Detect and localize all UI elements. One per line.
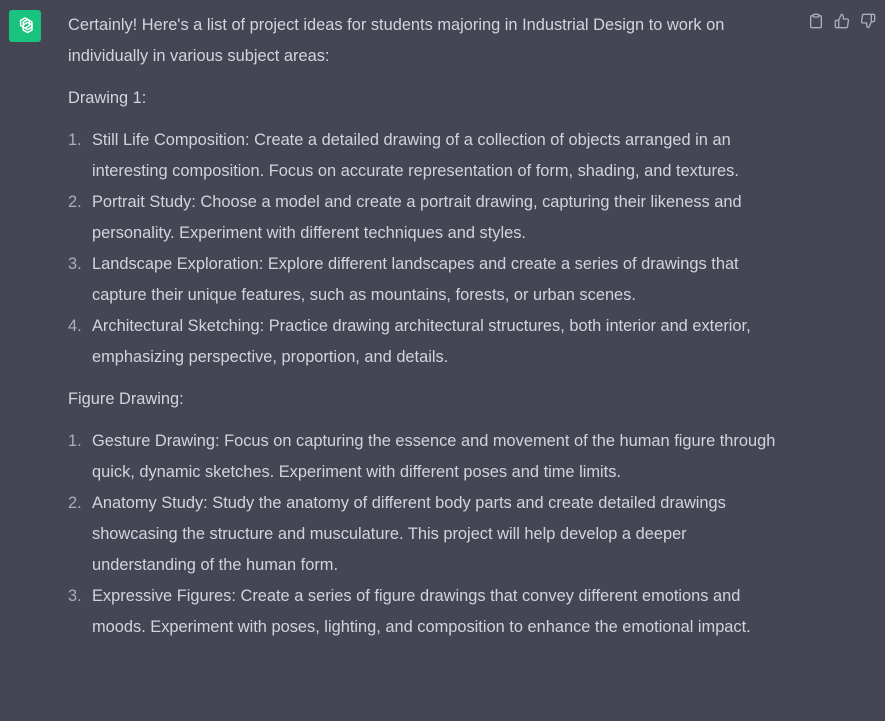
- list-item: [68, 426, 793, 488]
- assistant-avatar: [9, 10, 41, 42]
- list-item: [68, 125, 793, 187]
- list-item: [68, 488, 793, 581]
- list-item-text: Gesture Drawing: Focus on capturing the essence and movement of the human figure through quick, dynamic sketches. Experiment with different poses and time limits.: [92, 432, 776, 481]
- section-title-figure-drawing: Figure Drawing:: [68, 390, 184, 408]
- message-actions: [807, 12, 877, 30]
- list-item-text: Still Life Composition: Create a detailed drawing of a collection of objects arranged in an interesting composition. Focus on accurate representation of form, shading, and textures.: [92, 131, 739, 180]
- list-item: [68, 581, 793, 643]
- list-item-text: Expressive Figures: Create a series of figure drawings that convey different emotions and moods. Experiment with poses, lighting, and composition to enhance the emotional impact.: [92, 587, 751, 636]
- section-title-drawing: Drawing 1:: [68, 89, 147, 107]
- assistant-message: [68, 10, 793, 643]
- list-item: [68, 311, 793, 373]
- list-number: 2.: [68, 494, 82, 512]
- list-number: 4.: [68, 317, 82, 335]
- thumbs-down-button[interactable]: [859, 12, 877, 30]
- drawing-project-list: [68, 125, 793, 373]
- list-number: 1.: [68, 432, 82, 450]
- list-number: 3.: [68, 255, 82, 273]
- list-item-text: Anatomy Study: Study the anatomy of different body parts and create detailed drawings showcasing the structure and musculature. This project will help develop a deeper understanding of the human form.: [92, 494, 726, 574]
- message-intro: Certainly! Here's a list of project ideas for students majoring in Industrial Design to work on individually in various subject areas:: [68, 16, 725, 65]
- list-item-text: Architectural Sketching: Practice drawing architectural structures, both interior and exterior, emphasizing perspective, proportion, and details.: [92, 317, 751, 366]
- list-item-text: Portrait Study: Choose a model and create a portrait drawing, capturing their likeness and personality. Experiment with different techniques and styles.: [92, 193, 742, 242]
- list-item-text: Landscape Exploration: Explore different landscapes and create a series of drawings that capture their unique features, such as mountains, forests, or urban scenes.: [92, 255, 739, 304]
- thumbs-up-button[interactable]: [833, 12, 851, 30]
- list-number: 3.: [68, 587, 82, 605]
- list-number: 2.: [68, 193, 82, 211]
- clipboard-icon: [808, 13, 824, 29]
- figure-drawing-project-list: [68, 426, 793, 643]
- list-item: [68, 249, 793, 311]
- list-number: 1.: [68, 131, 82, 149]
- copy-button[interactable]: [807, 12, 825, 30]
- thumbs-down-icon: [860, 13, 876, 29]
- thumbs-up-icon: [834, 13, 850, 29]
- list-item: [68, 187, 793, 249]
- openai-logo-icon: [14, 15, 36, 37]
